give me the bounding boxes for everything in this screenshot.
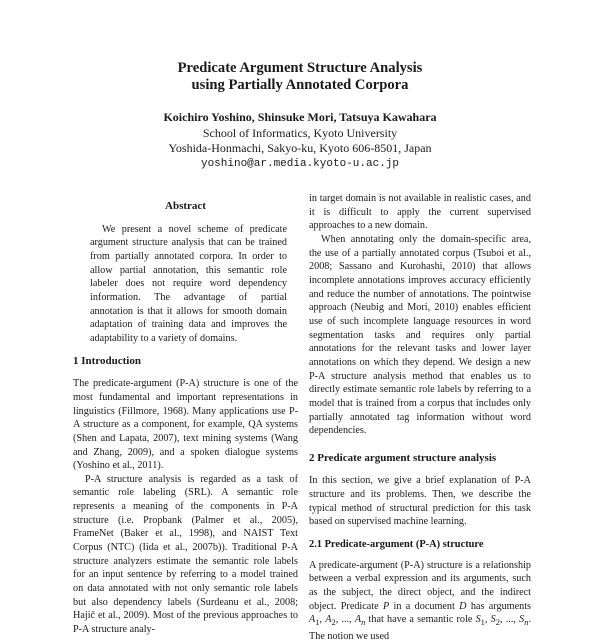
section-2-paragraph-1: In this section, we give a brief explanation of P-A structure and its problems. Then, we describe the typical method of structural prediction for this task based on supervised machine learning. bbox=[309, 475, 531, 528]
affiliation: School of Informatics, Kyoto University bbox=[202, 125, 398, 140]
math-var: S bbox=[490, 614, 496, 626]
math-var: S bbox=[475, 614, 481, 626]
text-run: . The notion we used bbox=[309, 614, 532, 643]
abstract-body bbox=[73, 223, 298, 346]
text-run: has arguments bbox=[466, 600, 531, 612]
right-column bbox=[309, 193, 532, 644]
section-2-1-paragraph bbox=[309, 559, 531, 644]
title-line-2: using Partially Annotated Corpora bbox=[191, 77, 409, 93]
text-run: A predicate-argument (P-A) structure is a relationship between a verbal expression and its arguments, such as the subject, the direct object, and the indirect object. Predicate bbox=[309, 559, 531, 612]
title-line-1: Predicate Argument Structure Analysis bbox=[177, 60, 423, 76]
section-2-heading: 2 Predicate argument structure analysis bbox=[309, 451, 497, 464]
text-run: , ..., bbox=[500, 614, 520, 626]
text-run: , bbox=[484, 614, 491, 626]
intro-paragraph-1: The predicate-argument (P-A) structure is one of the most fundamental and important representations in linguistics (Fillmore, 1968). Many applications use P-A structure as a component, for example, QA systems (Shen and Lapata, 2007), text mining systems (Wang and Zhang, 2009), and a spoken dialogue systems (Yoshino et al., 2011). bbox=[73, 378, 298, 472]
left-column bbox=[73, 199, 298, 637]
math-var: A bbox=[325, 614, 332, 626]
introduction-heading: 1 Introduction bbox=[73, 354, 141, 367]
math-var: P bbox=[383, 600, 390, 612]
math-var: S bbox=[519, 614, 525, 626]
address: Yoshida-Honmachi, Sakyo-ku, Kyoto 606-8501, Japan bbox=[168, 141, 432, 155]
math-subscript: 2 bbox=[331, 617, 336, 628]
math-var: A bbox=[354, 614, 362, 626]
intro-paragraph-3: in target domain is not available in realistic cases, and it is difficult to apply the current supervised approaches to a new domain. bbox=[309, 193, 531, 232]
math-subscript: 1 bbox=[480, 617, 485, 628]
author-block bbox=[0, 110, 600, 172]
math-subscript: 1 bbox=[315, 617, 320, 628]
math-subscript: n bbox=[524, 617, 529, 628]
intro-paragraph-2: P-A structure analysis is regarded as a task of semantic role labeling (SRL). A semantic role represents a meaning of the components in P-A structure (i.e. Propbank (Palmer et al., 2005), FrameNet (Baker et al., 1998), and NAIST Text Corpus (NTC) (Iida et al., 2007b)). Traditional P-A structure analyzers estimate the semantic role labels for an input sentence by referring to a model trained on data annotated with not only semantic role labels but also dependency labels (Surdeanu et al., 2008; Hajič et al., 2009). Most of the previous approaches to P-A structure analy- bbox=[73, 473, 298, 636]
author-names: Koichiro Yoshino, Shinsuke Mori, Tatsuya Kawahara bbox=[163, 110, 437, 124]
subsection-2-1-heading: 2.1 Predicate-argument (P-A) structure bbox=[309, 539, 484, 551]
text-run: in a document bbox=[389, 600, 460, 612]
math-subscript: n bbox=[361, 617, 366, 628]
math-subscript: 2 bbox=[495, 617, 501, 628]
abstract-text: We present a novel scheme of predicate argument structure analysis that can be trained from partially annotated corpora. In order to allow partial annotation, this semantic role labeler does not require word dependency information. The advantage of partial annotation is that it allows for smooth domain adaptation of training data and improves the adaptability to a variety of domains. bbox=[90, 223, 287, 344]
math-var: A bbox=[309, 614, 316, 626]
intro-paragraph-4: When annotating only the domain-specific area, the use of a partially annotated corpus (Tsuboi et al., 2008; Sassano and Kurohashi, 2010) that allows incomplete annotations improves accuracy efficiently and reduce the number of annotations. The pointwise approach (Neubig and Mori, 2010) enables efficient use of such incomplete language resources in word segmentation tasks and requires only partial annotations for the relevant tasks and lower layer annotations on which they depend. We design a new P-A structure analysis method that enables us to directly estimate semantic role labels by referring to a model that is trained from a corpus that includes only partially annotated tag information without word dependencies. bbox=[309, 233, 531, 437]
paper-title bbox=[0, 60, 600, 94]
email: yoshino@ar.media.kyoto-u.ac.jp bbox=[200, 157, 400, 170]
math-var: D bbox=[459, 600, 467, 612]
text-run: that have a semantic role bbox=[365, 614, 476, 626]
text-run: , bbox=[319, 614, 326, 626]
abstract-heading: Abstract bbox=[165, 200, 206, 212]
text-run: , ..., bbox=[335, 614, 355, 626]
